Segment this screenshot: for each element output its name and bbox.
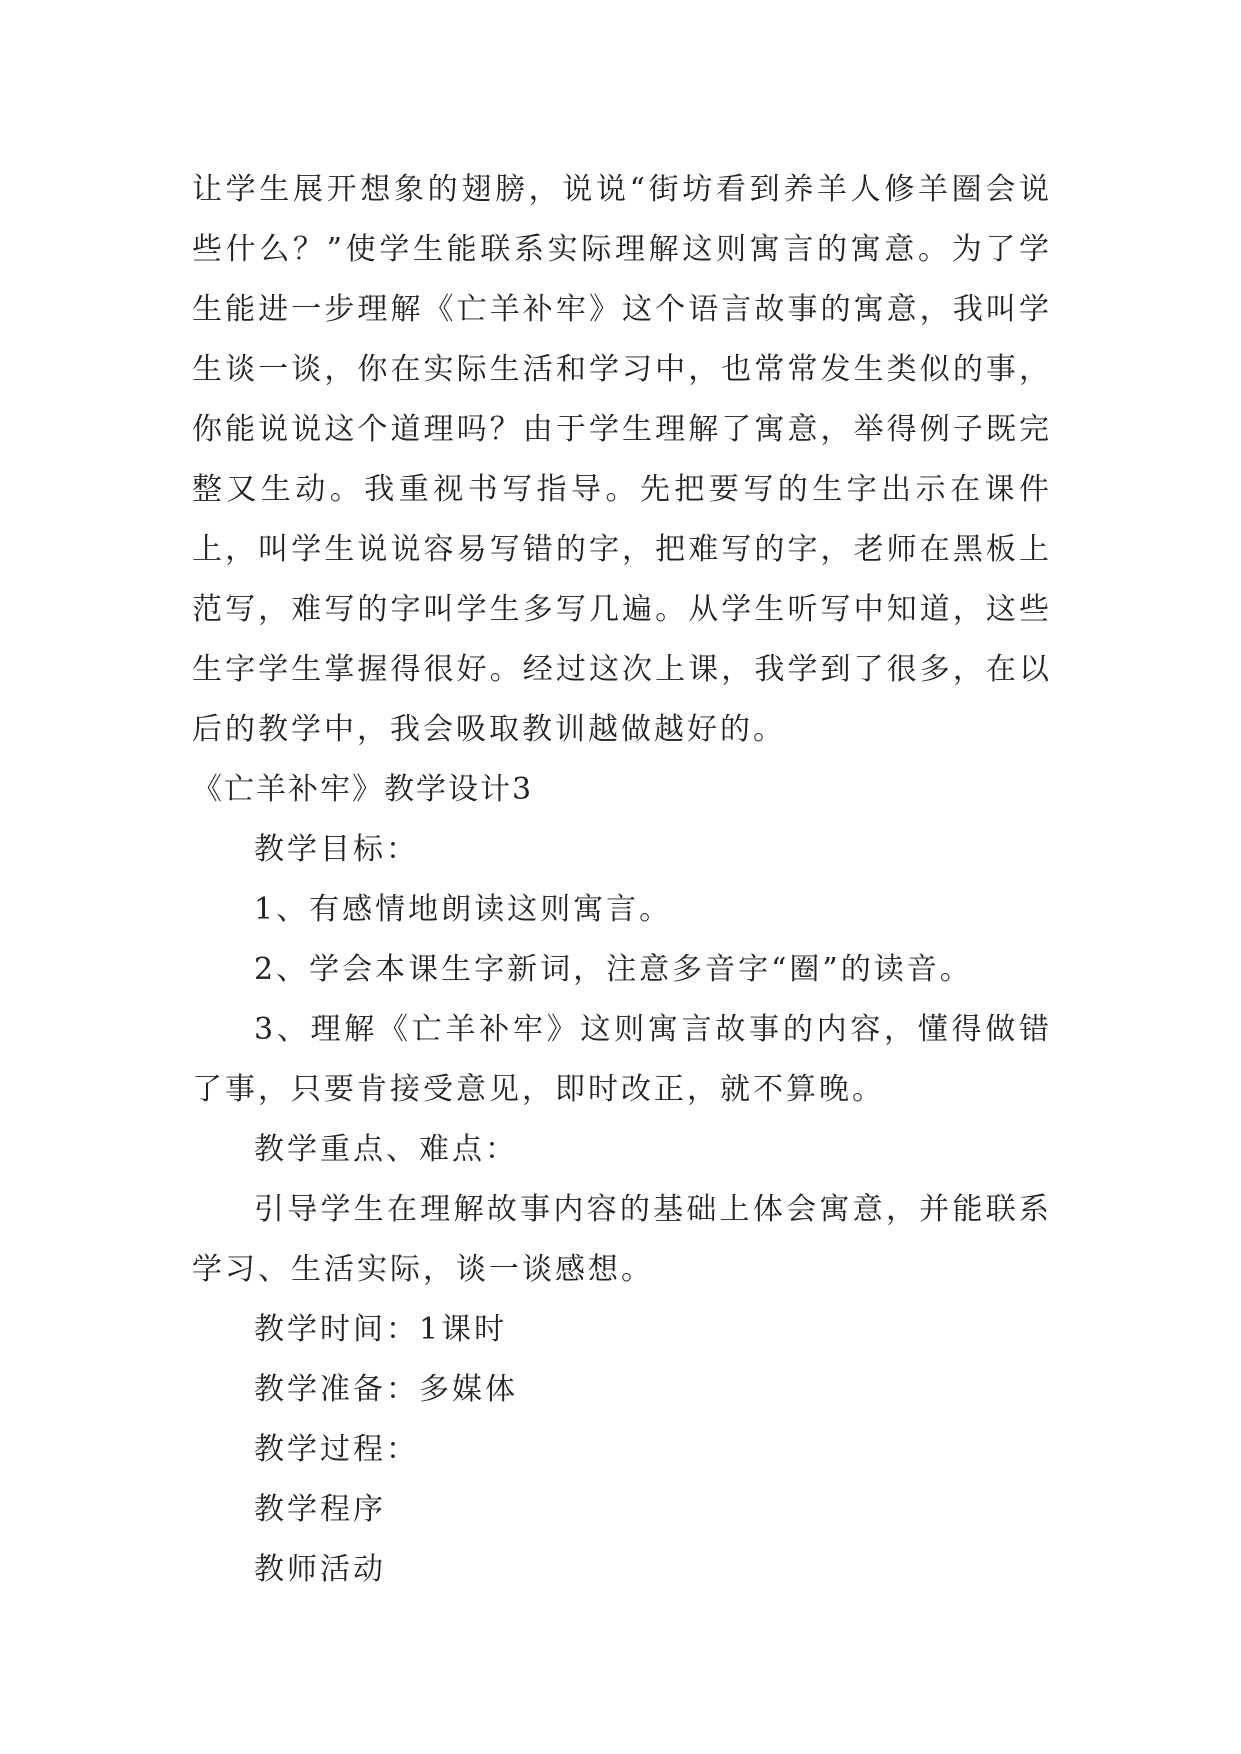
intro-paragraph: 让学生展开想象的翅膀，说说“街坊看到养羊人修羊圈会说些什么？”使学生能联系实际理解这则寓言的寓意。为了学生能进一步理解《亡羊补牢》这个语言故事的寓意，我叫学生谈一谈，你在实际生活和学习中，也常常发生类似的事，你能说说这个道理吗？由于学生理解了寓意，举得例子既完整又生动。我重视书写指导。先把要写的生字出示在课件上，叫学生说说容易写错的字，把难写的字，老师在黑板上范写，难写的字叫学生多写几遍。从学生听写中知道，这些生字学生掌握得很好。经过这次上课，我学到了很多，在以后的教学中，我会吸取教训越做越好的。 xyxy=(192,172,1052,747)
objectives-label: 教学目标： xyxy=(254,832,419,867)
objective-1: 1、有感情地朗读这则寓言。 xyxy=(254,892,673,927)
key-points-text: 引导学生在理解故事内容的基础上体会寓意，并能联系学习、生活实际，谈一谈感想。 xyxy=(192,1192,1052,1287)
teaching-preparation: 教学准备：多媒体 xyxy=(254,1372,518,1407)
objective-3: 3、理解《亡羊补牢》这则寓言故事的内容，懂得做错了事，只要肯接受意见，即时改正，就不算晚。 xyxy=(192,1012,1052,1107)
document-body xyxy=(192,160,1052,1600)
teacher-activity-label: 教师活动 xyxy=(254,1552,386,1587)
section-title: 《亡羊补牢》教学设计3 xyxy=(192,772,534,807)
teaching-process-label: 教学过程： xyxy=(254,1432,419,1467)
teaching-procedure-label: 教学程序 xyxy=(254,1492,386,1527)
teaching-time: 教学时间：1课时 xyxy=(254,1312,508,1347)
key-points-label: 教学重点、难点： xyxy=(254,1132,518,1167)
objective-2: 2、学会本课生字新词，注意多音字“圈”的读音。 xyxy=(254,952,973,987)
